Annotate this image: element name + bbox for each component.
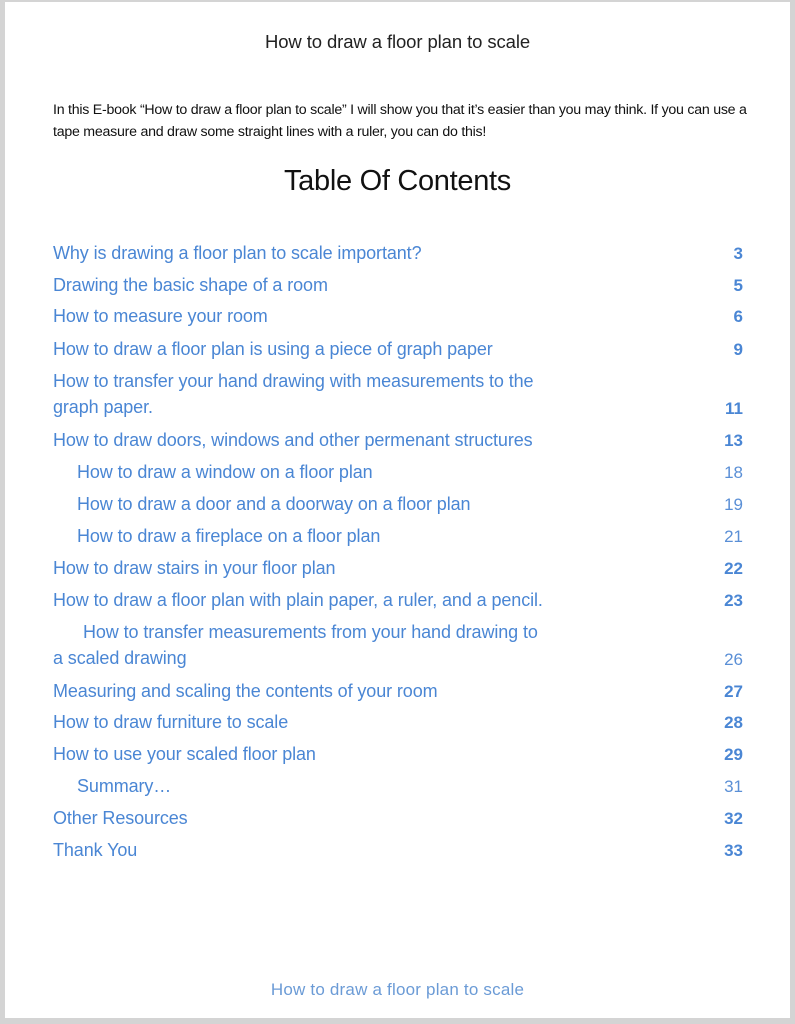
document-page [5, 2, 790, 1018]
toc-entry-page: 19 [724, 495, 743, 514]
toc-entry-label[interactable]: How to draw a window on a floor plan [77, 462, 373, 482]
toc-entry-label[interactable]: How to draw a fireplace on a floor plan [77, 526, 381, 546]
toc-entry-label[interactable]: How to measure your room [53, 306, 268, 326]
page-header-title: How to draw a floor plan to scale [264, 31, 531, 52]
toc-entry-label[interactable]: How to draw furniture to scale [53, 712, 289, 732]
toc-entry-page: 13 [724, 431, 743, 450]
toc-entry-page: 3 [733, 244, 743, 263]
toc-entry-label[interactable]: Measuring and scaling the contents of your room [53, 681, 438, 701]
toc-entry-page: 22 [724, 559, 743, 578]
toc-entry-label-continued[interactable]: a scaled drawing [53, 648, 187, 668]
toc-entry-page: 5 [733, 276, 743, 295]
toc-entry-page: 32 [724, 809, 743, 828]
toc-entry-label[interactable]: How to draw a floor plan with plain paper, a ruler, and a pencil. [53, 590, 543, 610]
toc-entry-page: 6 [733, 307, 743, 326]
toc-entry[interactable] [53, 619, 743, 673]
toc-entry-label[interactable]: How to draw a floor plan is using a piece of graph paper [53, 339, 493, 359]
toc-entry-label[interactable]: How to draw a door and a doorway on a floor plan [77, 494, 471, 514]
toc-entry-page: 33 [724, 841, 743, 860]
toc-entry-page: 29 [724, 745, 743, 764]
toc-entry-page: 21 [724, 527, 743, 546]
intro-paragraph: In this E-book “How to draw a floor plan to scale” I will show you that it’s easier than you may think. If you can use a tape measure and draw some straight lines with a ruler, you can do this! [53, 102, 747, 140]
toc-entry-page: 9 [733, 340, 743, 359]
toc-entry-label[interactable]: Why is drawing a floor plan to scale important? [53, 243, 422, 263]
toc-entry-label[interactable]: How to transfer your hand drawing with measurements to the [53, 371, 534, 391]
toc-entry[interactable] [53, 368, 743, 422]
toc-entry-label[interactable]: Other Resources [53, 808, 188, 828]
toc-entry-page: 23 [724, 591, 743, 610]
toc-entry-page: 28 [724, 713, 743, 732]
toc-entry-label[interactable]: How to use your scaled floor plan [53, 744, 316, 764]
toc-entry-label[interactable]: Thank You [53, 840, 138, 860]
toc-entry-label[interactable]: How to draw doors, windows and other permenant structures [53, 430, 533, 450]
toc-entry-label-continued[interactable]: graph paper. [53, 397, 153, 417]
toc-entry-label[interactable]: How to transfer measurements from your hand drawing to [83, 622, 538, 642]
toc-heading: Table Of Contents [283, 165, 512, 197]
toc-entry-page: 26 [724, 650, 743, 669]
toc-entry-label[interactable]: Summary… [77, 776, 172, 796]
toc-entry-label[interactable]: How to draw stairs in your floor plan [53, 558, 336, 578]
toc-entry-page: 27 [724, 682, 743, 701]
toc-entry-page: 11 [725, 399, 743, 418]
toc-entry-label[interactable]: Drawing the basic shape of a room [53, 275, 328, 295]
toc-entry-page: 31 [724, 777, 743, 796]
page-footer: How to draw a floor plan to scale [270, 980, 525, 999]
toc-entry-page: 18 [724, 463, 743, 482]
